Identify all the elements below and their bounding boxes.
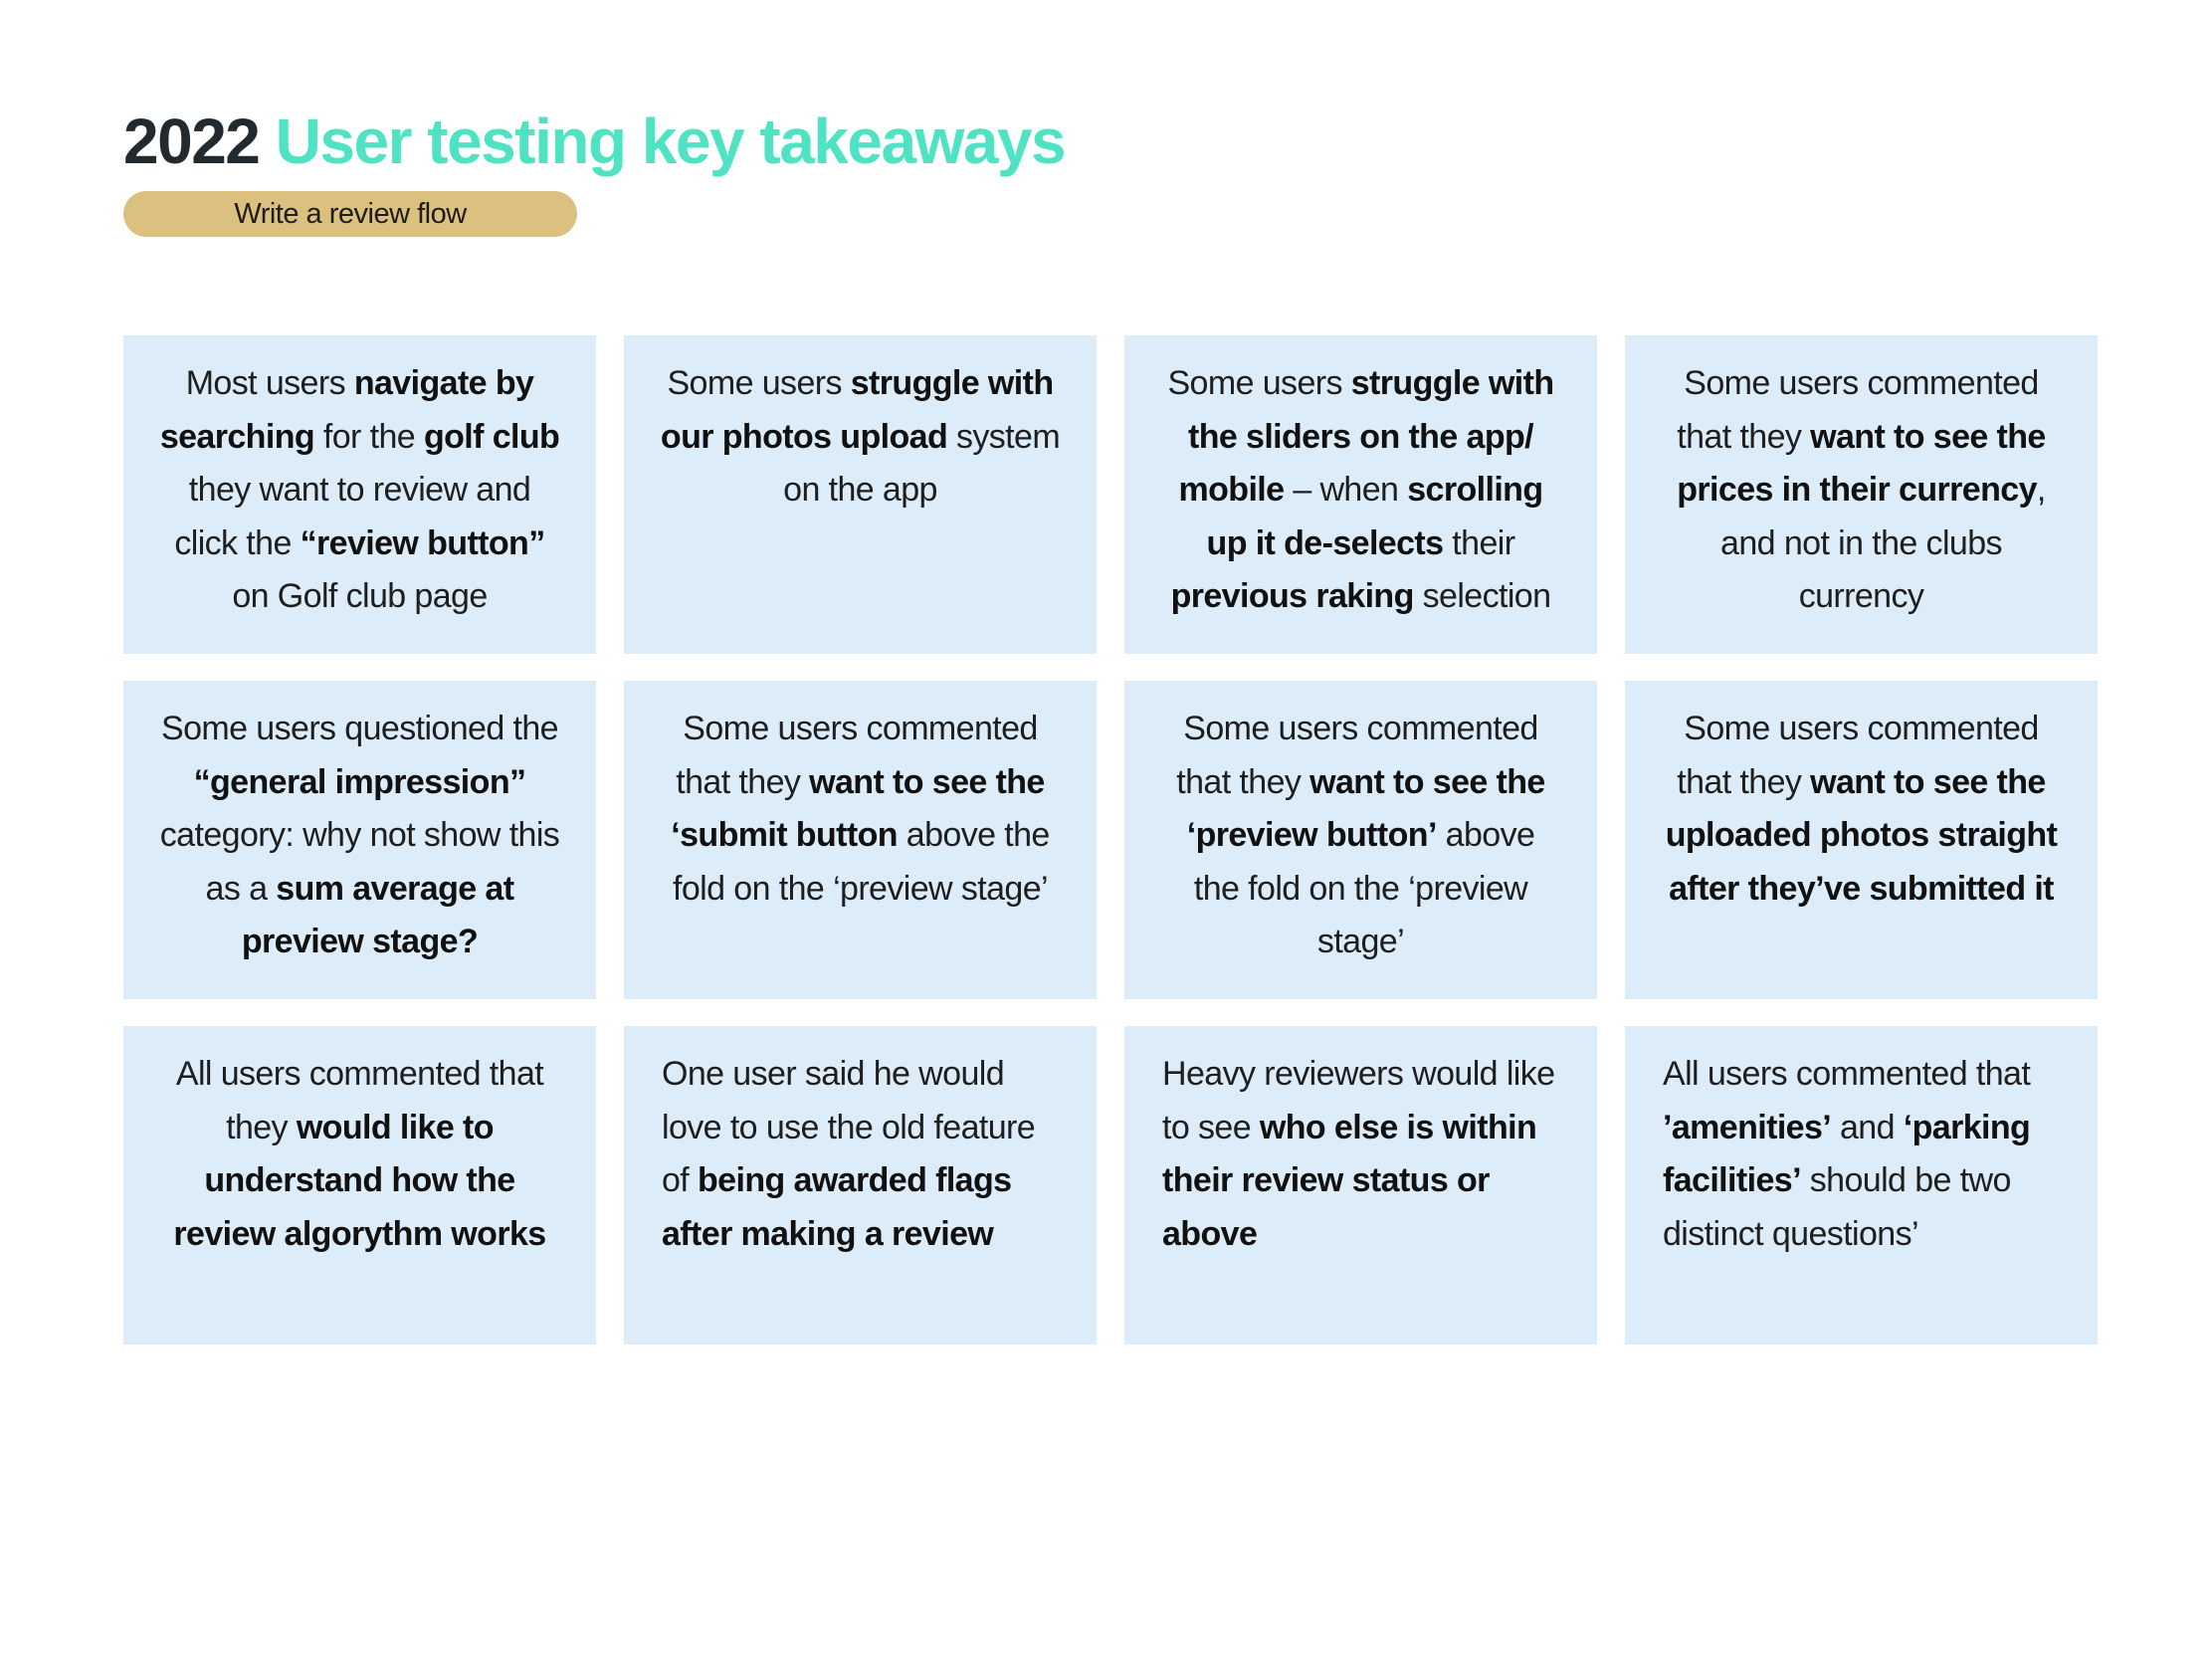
takeaway-text: for the (314, 417, 424, 456)
flow-tag: Write a review flow (123, 191, 577, 237)
takeaway-card (1625, 681, 2098, 999)
takeaway-text: above the fold on the ‘preview stage’ (1193, 816, 1535, 960)
takeaway-card (1625, 335, 2098, 654)
takeaway-text: Some users commented that they (1176, 710, 1538, 801)
takeaway-text: Some users (1167, 364, 1351, 402)
takeaway-text: All users commented that they (175, 1055, 544, 1146)
takeaway-highlight: being awarded flags after making a review (662, 1161, 1012, 1253)
takeaway-highlight: want to see the ‘preview button’ (1186, 762, 1545, 854)
takeaway-text: their (1443, 523, 1515, 562)
takeaway-text: Some users (667, 364, 851, 402)
takeaway-highlight: sum average at preview stage? (241, 869, 514, 960)
takeaway-card (624, 1026, 1097, 1345)
takeaway-highlight: want to see the prices in their currency (1677, 417, 2046, 509)
takeaway-text: above the fold on the ‘preview stage’ (673, 816, 1050, 908)
takeaway-text: selection (1413, 577, 1551, 615)
takeaway-text: Most users (185, 364, 354, 402)
takeaway-highlight: struggle with our photos upload (660, 364, 1054, 456)
takeaway-highlight: scrolling up it de-selects (1206, 471, 1543, 562)
takeaway-highlight: would like to understand how the review algorythm works (173, 1108, 546, 1253)
takeaway-card (1124, 335, 1597, 654)
takeaway-text: Some users commented that they (676, 710, 1038, 801)
page-title (123, 100, 1065, 183)
takeaway-highlight: want to see the ‘submit button (671, 762, 1045, 854)
takeaway-text: they want to review and click the (174, 471, 531, 562)
takeaway-text: category: why not show this as a (159, 816, 560, 908)
takeaway-card (624, 335, 1097, 654)
takeaway-text: – when (1284, 471, 1408, 509)
takeaway-text: All users commented that (1663, 1055, 2031, 1093)
takeaway-highlight: want to see the uploaded photos straight after they’ve submitted it (1665, 762, 2058, 908)
takeaway-card (624, 681, 1097, 999)
takeaway-text: on Golf club page (232, 577, 488, 615)
takeaway-card (1124, 681, 1597, 999)
takeaway-highlight: who else is within their review status or above (1162, 1108, 1537, 1253)
takeaways-grid (123, 335, 2099, 1345)
takeaway-text: One user said he would love to use the old feature of (662, 1055, 1036, 1199)
takeaway-text: Some users commented that they (1677, 710, 2039, 801)
takeaway-highlight: “general impression” (193, 762, 526, 801)
takeaway-text: should be two distinct questions’ (1663, 1161, 2011, 1253)
takeaway-highlight: previous raking (1170, 577, 1414, 615)
takeaway-highlight: ’amenities’ (1663, 1108, 1832, 1146)
takeaway-text: Some users commented that they (1677, 364, 2039, 456)
title-year: 2022 (123, 105, 260, 177)
takeaway-card (1625, 1026, 2098, 1345)
takeaway-text: system on the app (783, 417, 1061, 509)
takeaway-highlight: navigate by searching (159, 364, 534, 456)
title-text: User testing key takeaways (275, 105, 1066, 177)
takeaway-highlight: “review button” (300, 523, 545, 562)
takeaway-text: Heavy reviewers would like to see (1162, 1055, 1555, 1146)
takeaway-card (123, 335, 596, 654)
takeaway-highlight: ‘parking facilities’ (1663, 1108, 2031, 1199)
takeaway-card (123, 681, 596, 999)
takeaway-highlight: struggle with the sliders on the app/ mobile (1178, 364, 1554, 509)
takeaway-text: and (1831, 1108, 1904, 1146)
takeaway-text: Some users questioned the (161, 710, 558, 747)
takeaway-card (1124, 1026, 1597, 1345)
takeaway-text: , and not in the clubs currency (1720, 471, 2046, 615)
takeaway-card (123, 1026, 596, 1345)
takeaway-highlight: golf club (423, 417, 560, 456)
